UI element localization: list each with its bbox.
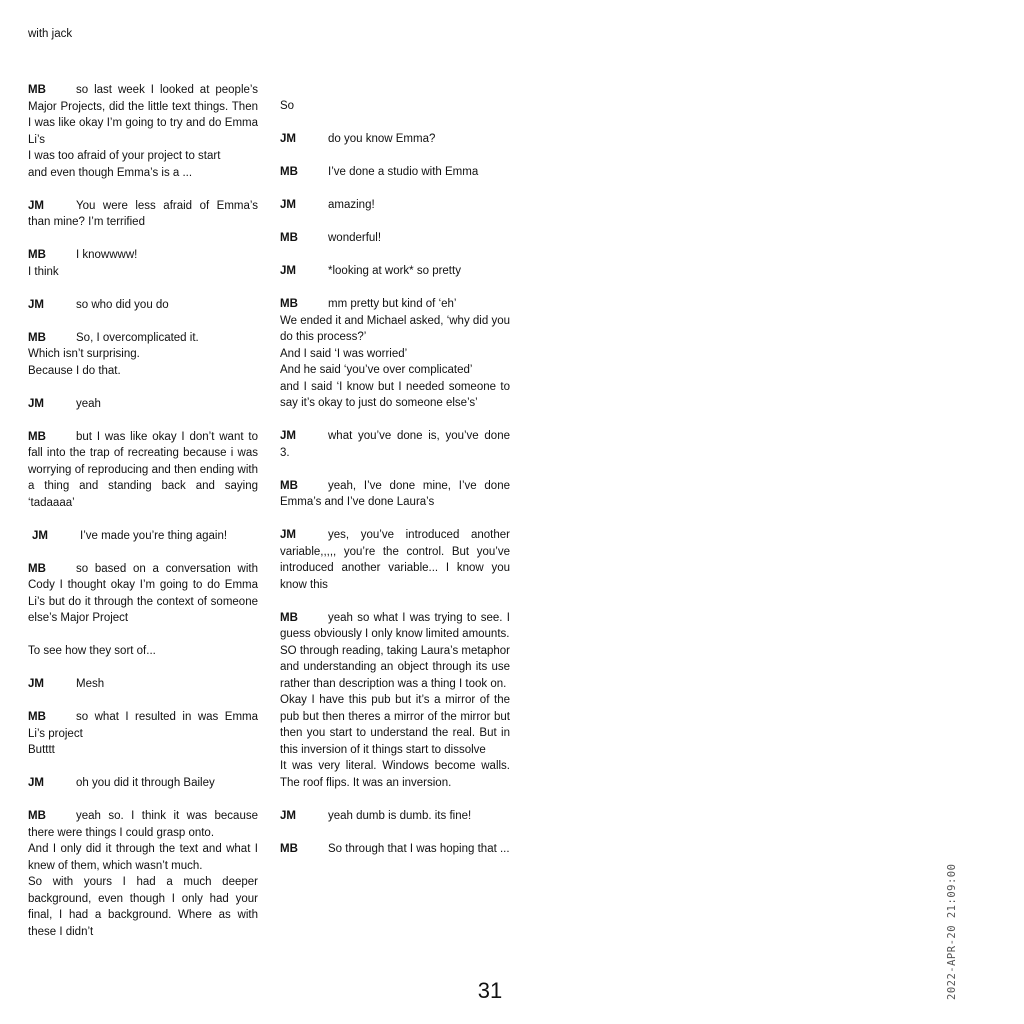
dialogue-line [28, 396, 258, 413]
dialogue-turn [28, 528, 258, 545]
dialogue-line [28, 330, 258, 347]
dialogue-continuation: We ended it and Michael asked, ‘why did you do this process?’ [280, 314, 510, 343]
transcript-column-right [280, 98, 510, 874]
speaker-initials: JM [280, 529, 296, 541]
dialogue-line [280, 478, 510, 511]
speaker-initials: MB [28, 331, 46, 344]
speaker-initials: JM [280, 809, 296, 822]
dialogue-text: but I was like okay I don’t want to fall into the trap of recreating because i was worrying of reproducing and then ending with a thing and standing back and saying ‘tadaaaa’ [28, 430, 258, 509]
dialogue-continuation: And he said ‘you’ve over complicated’ [280, 364, 473, 376]
speaker-initials: MB [28, 810, 46, 822]
dialogue-text: yeah, I’ve done mine, I’ve done Emma’s and I’ve done Laura’s [280, 479, 510, 508]
dialogue-turn [280, 610, 510, 792]
speaker-initials: MB [280, 611, 298, 624]
dialogue-continuation: Which isn’t surprising. [28, 348, 140, 360]
dialogue-turn [280, 164, 510, 181]
speaker-initials: JM [28, 199, 44, 212]
dialogue-turn [280, 808, 510, 825]
dialogue-text: mm pretty but kind of ‘eh’ [328, 298, 457, 310]
dialogue-turn [280, 131, 510, 148]
dialogue-line [280, 263, 510, 280]
dialogue-turn [28, 709, 258, 759]
speaker-initials: MB [280, 842, 298, 855]
dialogue-turn [28, 198, 258, 231]
dialogue-turn [28, 330, 258, 380]
dialogue-text: Mesh [76, 678, 105, 690]
timestamp-stamp: 2022-APR-20 21:09:00 [946, 863, 958, 1000]
dialogue-turn [280, 527, 510, 593]
dialogue-turn [28, 429, 258, 512]
dialogue-turn [28, 561, 258, 627]
dialogue-turn [28, 82, 258, 181]
dialogue-continuation: Okay I have this pub but it’s a mirror of the pub but then theres a mirror of the mirror but then you start to understand the real. But in this inversion of it things start to dissolve [280, 694, 510, 756]
dialogue-text: so who did you do [76, 298, 169, 311]
dialogue-continuation: SO through reading, taking Laura’s metaphor and understanding an object through its use rather than description was a thing I took on. [280, 644, 510, 690]
speaker-initials: MB [28, 562, 46, 575]
dialogue-turn [280, 428, 510, 461]
dialogue-text: I’ve made you’re thing again! [80, 529, 228, 542]
dialogue-line [28, 247, 258, 264]
dialogue-line [28, 775, 258, 792]
dialogue-line [280, 428, 510, 461]
dialogue-continuation: Because I do that. [28, 364, 121, 377]
dialogue-text: You were less afraid of Emma’s than mine? I’m terrified [28, 199, 258, 228]
dialogue-line [28, 82, 258, 148]
dialogue-text: so based on a conversation with Cody I thought okay I’m going to do Emma Li’s but do it through the context of someone else’s Major Project [28, 562, 258, 624]
dialogue-text: do you know Emma? [328, 133, 436, 145]
dialogue-text: amazing! [328, 199, 375, 211]
dialogue-turn [280, 230, 510, 247]
dialogue-line [28, 808, 258, 841]
dialogue-continuation: I was too afraid of your project to start [28, 150, 221, 162]
dialogue-line [280, 131, 510, 148]
dialogue-continuation: And I only did it through the text and what I knew of them, which wasn’t much. [28, 843, 258, 872]
speaker-initials: MB [28, 84, 46, 96]
dialogue-text: yeah so what I was trying to see. I guess obviously I only know limited amounts. [280, 611, 510, 640]
speaker-initials: JM [28, 298, 44, 311]
speaker-initials: MB [28, 249, 46, 261]
dialogue-text: I’ve done a studio with Emma [328, 166, 479, 178]
dialogue-text: oh you did it through Bailey [76, 777, 215, 789]
dialogue-line [280, 610, 510, 643]
dialogue-turn [280, 263, 510, 280]
dialogue-continuation: Butttt [28, 744, 55, 756]
dialogue-line [280, 841, 510, 858]
speaker-initials: MB [280, 479, 298, 492]
dialogue-line [28, 297, 258, 314]
dialogue-text: yeah [76, 397, 101, 410]
dialogue-line [280, 230, 510, 247]
dialogue-turn [280, 478, 510, 511]
speaker-initials: MB [280, 298, 298, 310]
dialogue-text: *looking at work* so pretty [328, 265, 461, 277]
dialogue-turn [28, 676, 258, 693]
dialogue-turn [280, 197, 510, 214]
dialogue-turn [28, 643, 258, 660]
dialogue-continuation: and I said ‘I know but I needed someone to say it’s okay to just do someone else’s’ [280, 380, 510, 409]
speaker-initials: MB [28, 430, 46, 443]
dialogue-line [280, 197, 510, 214]
dialogue-turn [28, 297, 258, 314]
dialogue-text: what you’ve done is, you’ve done 3. [280, 430, 510, 459]
dialogue-line [28, 709, 258, 742]
dialogue-text: So, I overcomplicated it. [76, 331, 199, 344]
speaker-initials: JM [280, 430, 296, 442]
dialogue-line [28, 429, 258, 512]
dialogue-continuation: To see how they sort of... [28, 645, 156, 657]
speaker-initials: JM [280, 133, 296, 145]
dialogue-text: wonderful! [328, 232, 382, 244]
dialogue-continuation: I think [28, 265, 59, 278]
dialogue-line [280, 808, 510, 825]
dialogue-turn [280, 841, 510, 858]
dialogue-continuation: So [280, 100, 295, 112]
dialogue-text: so last week I looked at people’s Major Projects, did the little text things. Then I was like okay I’m going to try and do Emma Li’s [28, 84, 258, 146]
speaker-initials: JM [32, 529, 48, 542]
speaker-initials: JM [280, 265, 296, 277]
dialogue-line [280, 296, 510, 313]
speaker-initials: JM [280, 199, 296, 211]
dialogue-text: So through that I was hoping that ... [328, 842, 510, 855]
page-header: with jack [28, 28, 73, 40]
dialogue-text: I knowwww! [76, 249, 138, 261]
dialogue-line [28, 528, 258, 545]
dialogue-line [28, 198, 258, 231]
speaker-initials: MB [280, 232, 298, 244]
dialogue-line [28, 676, 258, 693]
dialogue-text: yes, you’ve introduced another variable,,,,, you’re the control. But you’ve introduced another variable... I know you know this [280, 529, 510, 591]
dialogue-turn [280, 98, 510, 115]
dialogue-turn [28, 247, 258, 280]
speaker-initials: JM [28, 397, 44, 410]
speaker-initials: JM [28, 777, 44, 789]
dialogue-line [280, 527, 510, 593]
speaker-initials: MB [28, 711, 46, 723]
dialogue-turn [28, 808, 258, 940]
dialogue-turn [280, 296, 510, 412]
dialogue-line [28, 561, 258, 627]
dialogue-continuation: and even though Emma’s is a ... [28, 166, 193, 179]
dialogue-text: so what I resulted in was Emma Li’s project [28, 711, 258, 740]
dialogue-continuation: It was very literal. Windows become walls. The roof flips. It was an inversion. [280, 760, 510, 789]
page-number: 31 [477, 978, 503, 1003]
transcript-column-left [28, 82, 258, 957]
dialogue-continuation: And I said ‘I was worried’ [280, 347, 408, 360]
dialogue-line [280, 164, 510, 181]
dialogue-continuation: So with yours I had a much deeper background, even though I only had your final, I had a background. Where as with these I didn’t [28, 876, 258, 938]
speaker-initials: JM [28, 678, 44, 690]
dialogue-text: yeah so. I think it was because there were things I could grasp onto. [28, 810, 258, 839]
dialogue-turn [28, 396, 258, 413]
dialogue-turn [28, 775, 258, 792]
dialogue-text: yeah dumb is dumb. its fine! [328, 809, 472, 822]
speaker-initials: MB [280, 166, 298, 178]
